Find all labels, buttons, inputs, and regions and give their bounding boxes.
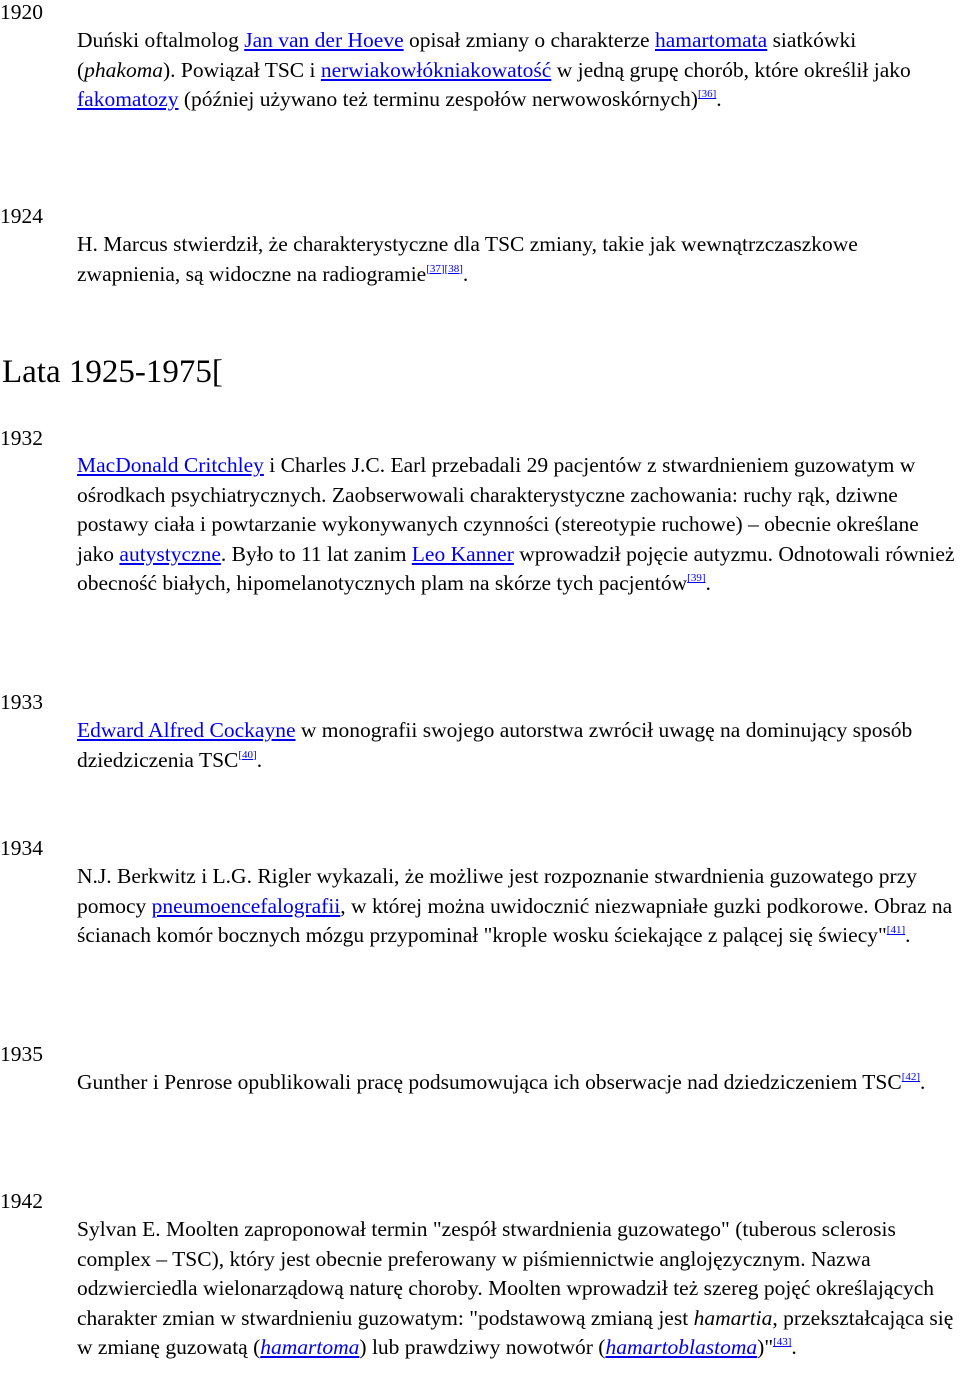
entry-text: , przekształcająca się w zmianę guzowatą ( bbox=[77, 1305, 954, 1359]
entry-text: w monografii swojego autorstwa zwrócił uwagę na dominujący sposób dziedziczenia TSC bbox=[77, 718, 913, 772]
entry-1924 bbox=[77, 230, 957, 289]
ref-link[interactable]: [40] bbox=[238, 748, 257, 761]
ref-link[interactable]: [41] bbox=[886, 924, 906, 936]
entry-1932 bbox=[77, 451, 957, 599]
entry-text: )" bbox=[757, 1335, 774, 1359]
link-autystyczne[interactable]: autystyczne bbox=[119, 541, 221, 566]
year-1920: 1920 bbox=[0, 0, 43, 24]
entry-text: Sylvan E. Moolten zaproponował termin "zespół stwardnienia guzowatego" (tuberous sclerosis complex – TSC), który jest obecnie preferowany w piśmiennictwie anglojęzycznym. Nazwa odzwierciedla wielonarządową naturę choroby. Moolten wprowadził też szereg pojęć określających charakter zmian w stwardnieniu guzowatym: "podstawową zmianą jest bbox=[77, 1217, 935, 1330]
entry-text: (później używano też terminu zespołów nerwowoskórnych) bbox=[178, 87, 698, 111]
link-nerwiakowlokniakowatosc[interactable]: nerwiakowłókniakowatość bbox=[320, 57, 552, 82]
entry-text: . bbox=[705, 571, 711, 595]
italic-term: phakoma bbox=[84, 57, 163, 82]
entry-text: . bbox=[920, 1070, 926, 1094]
year-1933: 1933 bbox=[0, 690, 43, 714]
ref-link[interactable]: [39] bbox=[687, 572, 706, 584]
entry-text: i Charles J.C. Earl przebadali 29 pacjentów z stwardnieniem guzowatym w ośrodkach psychiatrycznych. Zaobserwowali charakterystyczne zachowania: ruchy rąk, dziwne postawy ciała i powtarzanie wykonywanych czynności (stereotypie ruchowe) – obecnie określane jako bbox=[77, 453, 919, 566]
entry-text: . bbox=[716, 87, 722, 111]
entry-1933 bbox=[77, 716, 957, 775]
year-1935: 1935 bbox=[0, 1042, 43, 1066]
link-jan-van-der-hoeve[interactable]: Jan van der Hoeve bbox=[244, 28, 404, 52]
entry-text: . bbox=[462, 261, 469, 286]
ref-link[interactable]: [42] bbox=[901, 1071, 921, 1083]
entry-text: Gunther i Penrose opublikowali pracę podsumowująca ich obserwacje nad dziedziczeniem TSC bbox=[77, 1070, 902, 1094]
link-italic-text: hamartoblastoma bbox=[605, 1335, 758, 1359]
entry-text: , w której można uwidocznić niezwapniałe guzki podkorowe. Obraz na ścianach komór bocznych mózgu przypominał "krople wosku ściekające z palącej się świecy" bbox=[77, 893, 953, 947]
link-hamartoma[interactable] bbox=[260, 1335, 359, 1359]
year-1924: 1924 bbox=[0, 204, 43, 228]
link-macdonald-critchley[interactable]: MacDonald Critchley bbox=[77, 453, 264, 477]
section-heading: Lata 1925-1975[ bbox=[2, 354, 223, 390]
ref-link[interactable]: [37] bbox=[426, 262, 445, 275]
link-fakomatozy[interactable]: fakomatozy bbox=[77, 87, 179, 111]
entry-text: N.J. Berkwitz i L.G. Rigler wykazali, że możliwe jest rozpoznanie stwardnienia guzowatego przy pomocy bbox=[77, 864, 918, 918]
link-edward-alfred-cockayne[interactable]: Edward Alfred Cockayne bbox=[77, 718, 296, 742]
ref-link[interactable]: [43] bbox=[773, 1336, 792, 1348]
entry-text: H. Marcus stwierdził, że charakterystyczne dla TSC zmiany, takie jak wewnątrzczaszkowe zwapnienia, są widoczne na radiogramie bbox=[77, 232, 858, 286]
link-pneumoencefalografii[interactable]: pneumoencefalografii bbox=[151, 893, 341, 918]
entry-text: siatkówki ( bbox=[77, 28, 857, 82]
entry-text: ). Powiązał TSC i bbox=[163, 57, 321, 82]
entry-text: ) lub prawdziwy nowotwór ( bbox=[359, 1335, 606, 1359]
entry-text: . bbox=[905, 923, 911, 947]
entry-text: . bbox=[791, 1335, 797, 1359]
entry-1935 bbox=[77, 1068, 957, 1098]
entry-1920 bbox=[77, 26, 957, 115]
year-1934: 1934 bbox=[0, 836, 43, 860]
link-hamartoblastoma[interactable] bbox=[605, 1335, 757, 1359]
entry-text: opisał zmiany o charakterze bbox=[403, 28, 655, 52]
entry-text: Duński oftalmolog bbox=[77, 28, 245, 52]
ref-link[interactable]: [38] bbox=[444, 262, 463, 275]
entry-text: . Było to 11 lat zanim bbox=[220, 541, 412, 566]
year-1932: 1932 bbox=[0, 426, 43, 450]
ref-link[interactable]: [36] bbox=[697, 88, 717, 100]
link-leo-kanner[interactable]: Leo Kanner bbox=[411, 541, 514, 566]
entry-text: . bbox=[256, 747, 263, 772]
entry-text: w jedną grupę chorób, które określił jako bbox=[551, 57, 911, 82]
entry-1934 bbox=[77, 862, 957, 951]
italic-term: hamartia bbox=[693, 1305, 773, 1330]
link-italic-text: hamartoma bbox=[260, 1335, 360, 1359]
link-hamartomata[interactable]: hamartomata bbox=[654, 28, 768, 52]
entry-text: wprowadził pojęcie autyzmu. Odnotowali również obecność białych, hipomelanotycznych plam na skórze tych pacjentów bbox=[77, 541, 955, 595]
year-1942: 1942 bbox=[0, 1189, 43, 1213]
entry-1942 bbox=[77, 1215, 957, 1363]
